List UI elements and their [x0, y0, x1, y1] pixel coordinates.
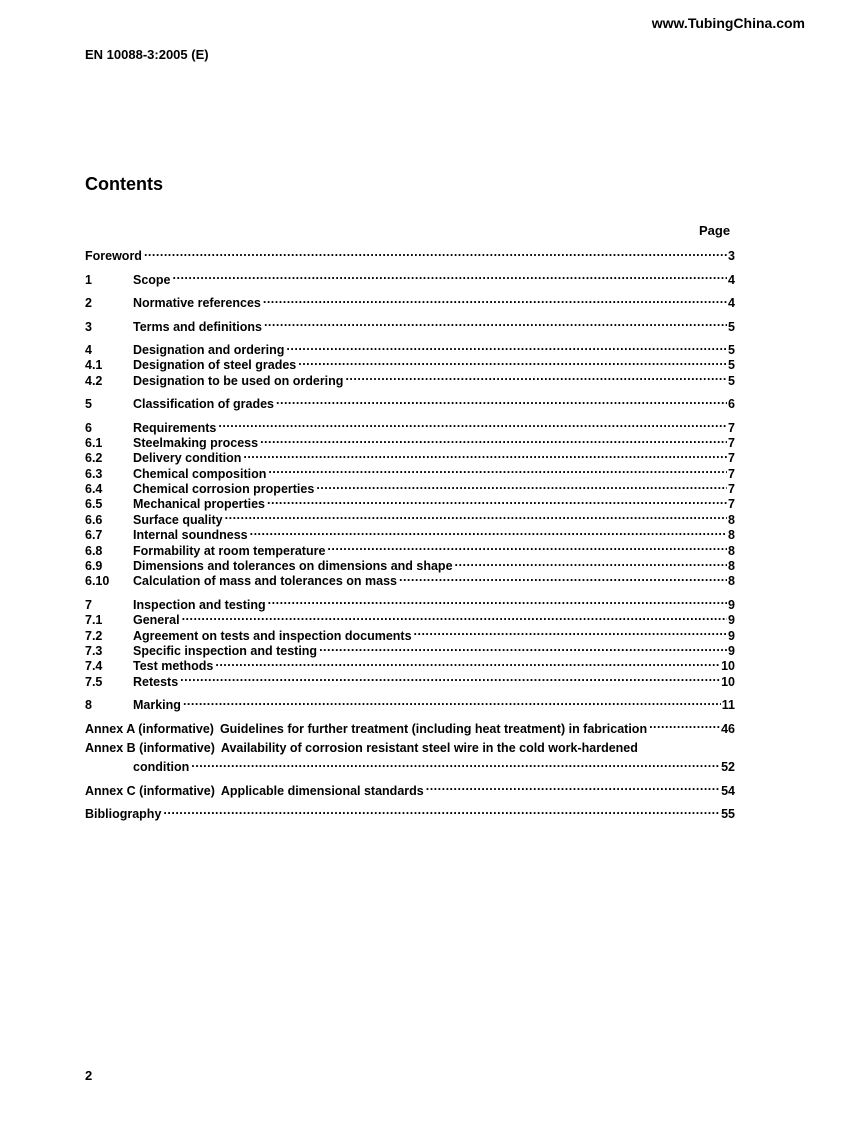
toc-entry-page: 46: [721, 721, 735, 736]
dot-leader: [243, 447, 727, 462]
toc-entry-title: Designation of steel grades: [133, 358, 297, 373]
toc-entry-page: 8: [728, 512, 735, 527]
toc-entry-page: 9: [728, 613, 735, 628]
annex-prefix: Annex A (informative): [85, 721, 214, 736]
toc-entry-title: Bibliography: [85, 807, 162, 822]
toc-entry-number: 6.1: [85, 435, 103, 450]
dot-leader: [260, 432, 727, 447]
toc-entry-number: 7.2: [85, 628, 103, 643]
toc-entry-page: 5: [728, 319, 735, 334]
toc-entry-number: 6: [85, 420, 92, 435]
toc-entry-title: Internal soundness: [133, 528, 248, 543]
toc-entry-page: 9: [728, 597, 735, 612]
toc-bibliography[interactable]: [85, 803, 735, 822]
toc-entry-title: Marking: [133, 698, 181, 713]
toc-entry-page: 5: [728, 358, 735, 373]
toc-entry[interactable]: [85, 670, 735, 689]
toc-entry-page: 4: [728, 296, 735, 311]
toc-entry-title: Test methods: [133, 659, 214, 674]
toc-entry[interactable]: [85, 292, 735, 311]
toc-entry[interactable]: [85, 624, 735, 643]
toc-entry-page: 8: [728, 559, 735, 574]
dot-leader: [264, 315, 727, 330]
toc-entry-page: 8: [728, 543, 735, 558]
dot-leader: [163, 803, 720, 818]
toc-entry-title: Chemical composition: [133, 466, 267, 481]
toc-entry-page: 11: [721, 698, 735, 713]
toc-entry-title: Designation and ordering: [133, 342, 285, 357]
toc-entry[interactable]: [85, 315, 735, 334]
dot-leader: [268, 462, 727, 477]
toc-entry[interactable]: [85, 694, 735, 713]
toc-entry[interactable]: [85, 393, 735, 412]
contents-heading: Contents: [85, 174, 163, 194]
toc-entry-page: 8: [728, 574, 735, 589]
annex-title: Availability of corrosion resistant steel wire in the cold work-hardened: [220, 740, 638, 755]
toc-entry-number: 4.2: [85, 373, 103, 388]
toc-entry-number: 6.3: [85, 466, 103, 481]
dot-leader: [414, 624, 728, 639]
page-number: 2: [85, 1068, 93, 1083]
toc-entry-number: 5: [85, 397, 92, 412]
toc-entry-number: 6.5: [85, 497, 103, 512]
toc-entry-page: 7: [728, 466, 735, 481]
dot-leader: [263, 292, 727, 307]
toc-entry-foreword[interactable]: [85, 245, 735, 264]
dot-leader: [180, 670, 720, 685]
toc-entry-title: Dimensions and tolerances on dimensions and shape: [133, 559, 453, 574]
dot-leader: [268, 593, 727, 608]
toc-annex-a[interactable]: [85, 717, 735, 736]
toc-entry-page: 7: [728, 497, 735, 512]
toc-entry-page: 6: [728, 397, 735, 412]
toc-entry-page: 55: [721, 807, 735, 822]
dot-leader: [316, 478, 727, 493]
dot-leader: [267, 493, 727, 508]
dot-leader: [426, 779, 720, 794]
toc-entry-number: 6.7: [85, 528, 103, 543]
toc-entry-page: 7: [728, 420, 735, 435]
toc-annex-c[interactable]: [85, 779, 735, 798]
toc-entry-page: 5: [728, 373, 735, 388]
toc-entry-number: 7.4: [85, 659, 103, 674]
toc-entry-page: 3: [728, 249, 735, 264]
dot-leader: [215, 655, 720, 670]
dot-leader: [319, 640, 727, 655]
toc-entry-number: 2: [85, 296, 92, 311]
toc-entry-page: 7: [728, 482, 735, 497]
dot-leader: [345, 369, 727, 384]
toc-entry-number: 7.3: [85, 643, 103, 658]
dot-leader: [399, 570, 727, 585]
dot-leader: [218, 416, 727, 431]
toc-entry-title: Terms and definitions: [133, 319, 262, 334]
page-column-label: Page: [699, 223, 731, 238]
toc-entry-title: Calculation of mass and tolerances on mass: [133, 574, 397, 589]
toc-entry-page: 10: [721, 659, 735, 674]
toc-entry-title: Specific inspection and testing: [133, 643, 318, 658]
annex-title-continuation: condition: [133, 760, 190, 775]
toc-entry[interactable]: [85, 339, 735, 357]
toc-entry-number: 4.1: [85, 358, 103, 373]
toc-entry-number: 6.10: [85, 574, 110, 589]
toc-entry-page: 4: [728, 272, 735, 287]
website-url: www.TubingChina.com: [651, 15, 805, 31]
toc-entry-number: 6.6: [85, 512, 103, 527]
toc-entry[interactable]: [85, 416, 735, 435]
toc-entry-title: General: [133, 613, 180, 628]
table-of-contents: [85, 245, 735, 822]
toc-entry-title: Normative references: [133, 296, 261, 311]
toc-entry-title: Delivery condition: [133, 451, 242, 466]
toc-entry-number: 4: [85, 342, 92, 357]
dot-leader: [183, 694, 721, 709]
toc-entry-title: Foreword: [85, 249, 142, 264]
toc-entry-title: Inspection and testing: [133, 597, 266, 612]
toc-entry-title: Agreement on tests and inspection documents: [133, 628, 412, 643]
toc-entry-number: 7.5: [85, 674, 103, 689]
toc-entry-page: 52: [721, 760, 735, 775]
toc-entry-number: 6.4: [85, 482, 103, 497]
toc-entry-page: 8: [728, 528, 735, 543]
document-id: EN 10088-3:2005 (E): [85, 47, 209, 62]
dot-leader: [182, 609, 727, 624]
annex-prefix: Annex B (informative): [85, 740, 215, 755]
toc-entry-number: 3: [85, 319, 92, 334]
toc-entry-title: Retests: [133, 674, 179, 689]
annex-title: Applicable dimensional standards: [220, 783, 424, 798]
toc-entry-page: 9: [728, 643, 735, 658]
dot-leader: [455, 555, 728, 570]
toc-entry-title: Scope: [133, 272, 171, 287]
dot-leader: [649, 717, 720, 732]
toc-entry-title: Steelmaking process: [133, 435, 259, 450]
dot-leader: [276, 393, 727, 408]
toc-entry[interactable]: [85, 268, 735, 287]
toc-entry[interactable]: [85, 593, 735, 612]
toc-entry-page: 54: [721, 783, 735, 798]
toc-entry-title: Designation to be used on ordering: [133, 373, 344, 388]
dot-leader: [144, 245, 727, 260]
toc-annex-b[interactable]: [85, 741, 735, 756]
dot-leader: [250, 524, 727, 539]
toc-entry-number: 1: [85, 272, 92, 287]
dot-leader: [298, 354, 727, 369]
toc-entry-title: Chemical corrosion properties: [133, 482, 315, 497]
dot-leader: [191, 756, 720, 771]
toc-entry-title: Mechanical properties: [133, 497, 265, 512]
toc-entry-page: 9: [728, 628, 735, 643]
toc-entry-number: 7: [85, 597, 92, 612]
toc-entry-number: 6.8: [85, 543, 103, 558]
toc-entry-title: Surface quality: [133, 512, 223, 527]
toc-entry-title: Classification of grades: [133, 397, 275, 412]
toc-entry-title: Formability at room temperature: [133, 543, 326, 558]
toc-entry-page: 5: [728, 342, 735, 357]
toc-annex-b-continuation[interactable]: [133, 756, 735, 775]
dot-leader: [173, 268, 728, 283]
toc-entry-page: 7: [728, 435, 735, 450]
toc-entry-title: Requirements: [133, 420, 217, 435]
dot-leader: [286, 339, 727, 354]
toc-entry[interactable]: [85, 609, 735, 628]
toc-entry-number: 6.2: [85, 451, 103, 466]
dot-leader: [225, 508, 727, 523]
toc-entry-number: 8: [85, 698, 92, 713]
dot-leader: [327, 539, 727, 554]
toc-entry-number: 7.1: [85, 613, 103, 628]
toc-entry-page: 10: [721, 674, 735, 689]
toc-entry-number: 6.9: [85, 559, 103, 574]
toc-entry-page: 7: [728, 451, 735, 466]
annex-prefix: Annex C (informative): [85, 783, 215, 798]
annex-title: Guidelines for further treatment (including heat treatment) in fabrication: [219, 721, 648, 736]
